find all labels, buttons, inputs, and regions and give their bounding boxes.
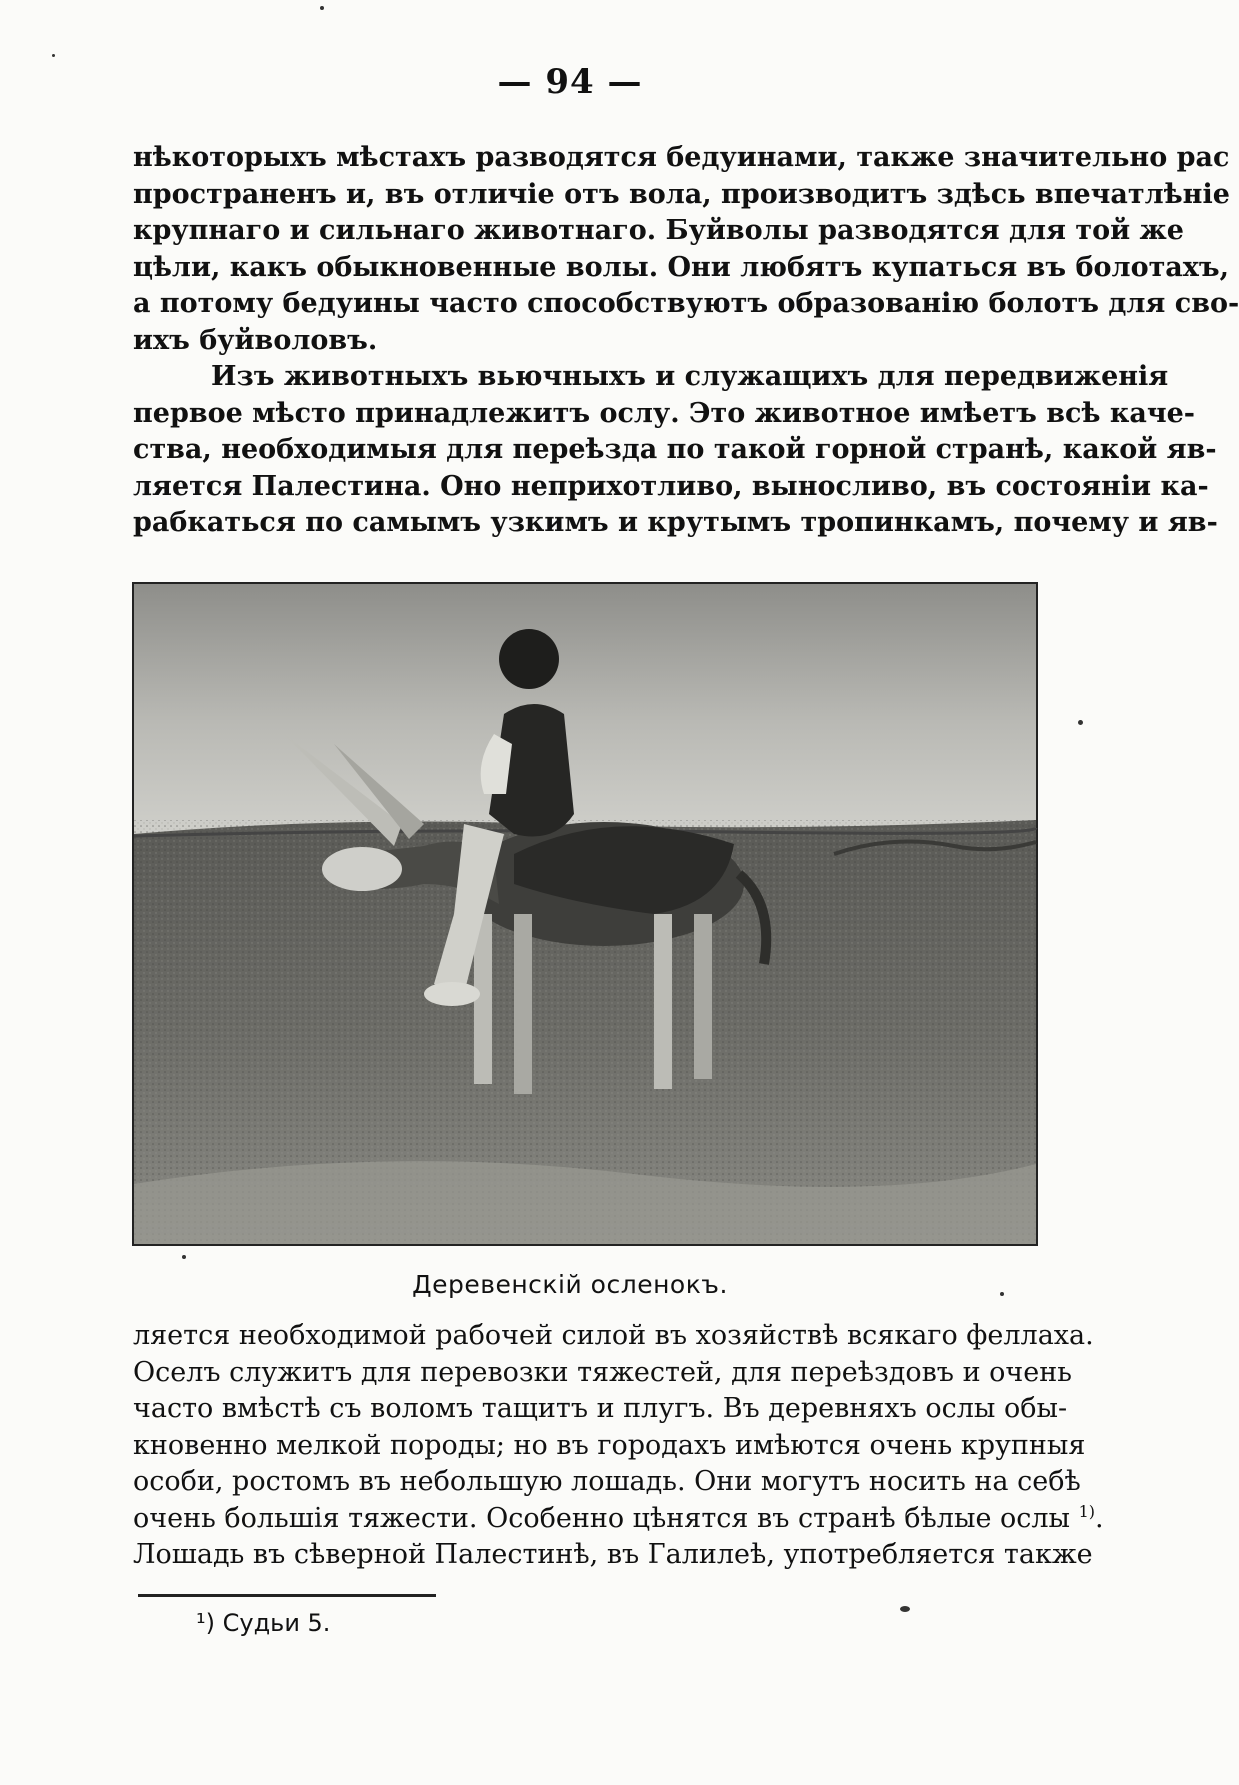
print-speck xyxy=(900,1606,910,1612)
text-line: ляется необходимой рабочей силой въ хозяйствѣ всякаго феллаха. xyxy=(133,1320,1094,1351)
text-line: нѣкоторыхъ мѣстахъ разводятся бедуинами, также значительно рас xyxy=(133,142,1230,173)
text-line: очень большія тяжести. Особенно цѣнятся въ странѣ бѣлые ослы $^{1)}$. xyxy=(133,1501,1104,1534)
print-speck xyxy=(182,1255,186,1259)
text-line: Оселъ служитъ для перевозки тяжестей, для переѣздовъ и очень xyxy=(133,1356,1072,1388)
text-line: часто вмѣстѣ съ воломъ тащитъ и плугъ. Въ деревняхъ ослы обы- xyxy=(133,1393,1068,1424)
text-line: ляется Палестина. Оно неприхотливо, выносливо, въ состояніи ка- xyxy=(133,470,1209,502)
text-line: цѣли, какъ обыкновенные волы. Они любятъ купаться въ болотахъ, xyxy=(133,251,1230,283)
print-speck xyxy=(1078,720,1083,725)
text-line: а потому бедуины часто способствуютъ образованію болотъ для сво- xyxy=(133,288,1239,319)
footnote: ¹) Судьи 5. xyxy=(196,1609,331,1637)
lower-text xyxy=(133,1318,1104,1574)
figure-caption: Деревенскій осленокъ. xyxy=(412,1270,728,1299)
footnote-marker: 1) xyxy=(1078,1501,1096,1521)
print-speck xyxy=(1000,1292,1004,1296)
print-speck xyxy=(320,6,324,10)
text-line: пространенъ и, въ отличіе отъ вола, производитъ здѣсь впечатлѣніе xyxy=(133,178,1230,210)
text-line: кновенно мелкой породы; но въ городахъ имѣются очень крупныя xyxy=(133,1429,1086,1461)
upper-text xyxy=(133,140,1239,542)
text-line: особи, ростомъ въ небольшую лошадь. Они могутъ носить на себѣ xyxy=(133,1466,1081,1497)
donkey-photo-illustration xyxy=(134,584,1036,1244)
donkey-photograph xyxy=(132,582,1038,1246)
text-line: Изъ животныхъ вьючныхъ и служащихъ для передвиженія xyxy=(211,361,1169,392)
text-line: ихъ буйволовъ. xyxy=(133,324,378,356)
footnote-divider xyxy=(138,1594,436,1597)
page-number: — 94 — xyxy=(497,62,643,102)
text-line: рабкаться по самымъ узкимъ и крутымъ тропинкамъ, почему и яв- xyxy=(133,507,1218,538)
text-line: первое мѣсто принадлежитъ ослу. Это животное имѣетъ всѣ каче- xyxy=(133,397,1195,429)
text-line: Лошадь въ сѣверной Палестинѣ, въ Галилеѣ, употребляется также xyxy=(133,1539,1093,1570)
text-line-content: очень большія тяжести. Особенно цѣнятся въ странѣ бѣлые ослы xyxy=(133,1502,1071,1534)
text-line: крупнаго и сильнаго животнаго. Буйволы разводятся для той же xyxy=(133,215,1184,246)
text-line: ства, необходимыя для переѣзда по такой горной странѣ, какой яв- xyxy=(133,434,1217,465)
print-speck xyxy=(52,54,55,57)
